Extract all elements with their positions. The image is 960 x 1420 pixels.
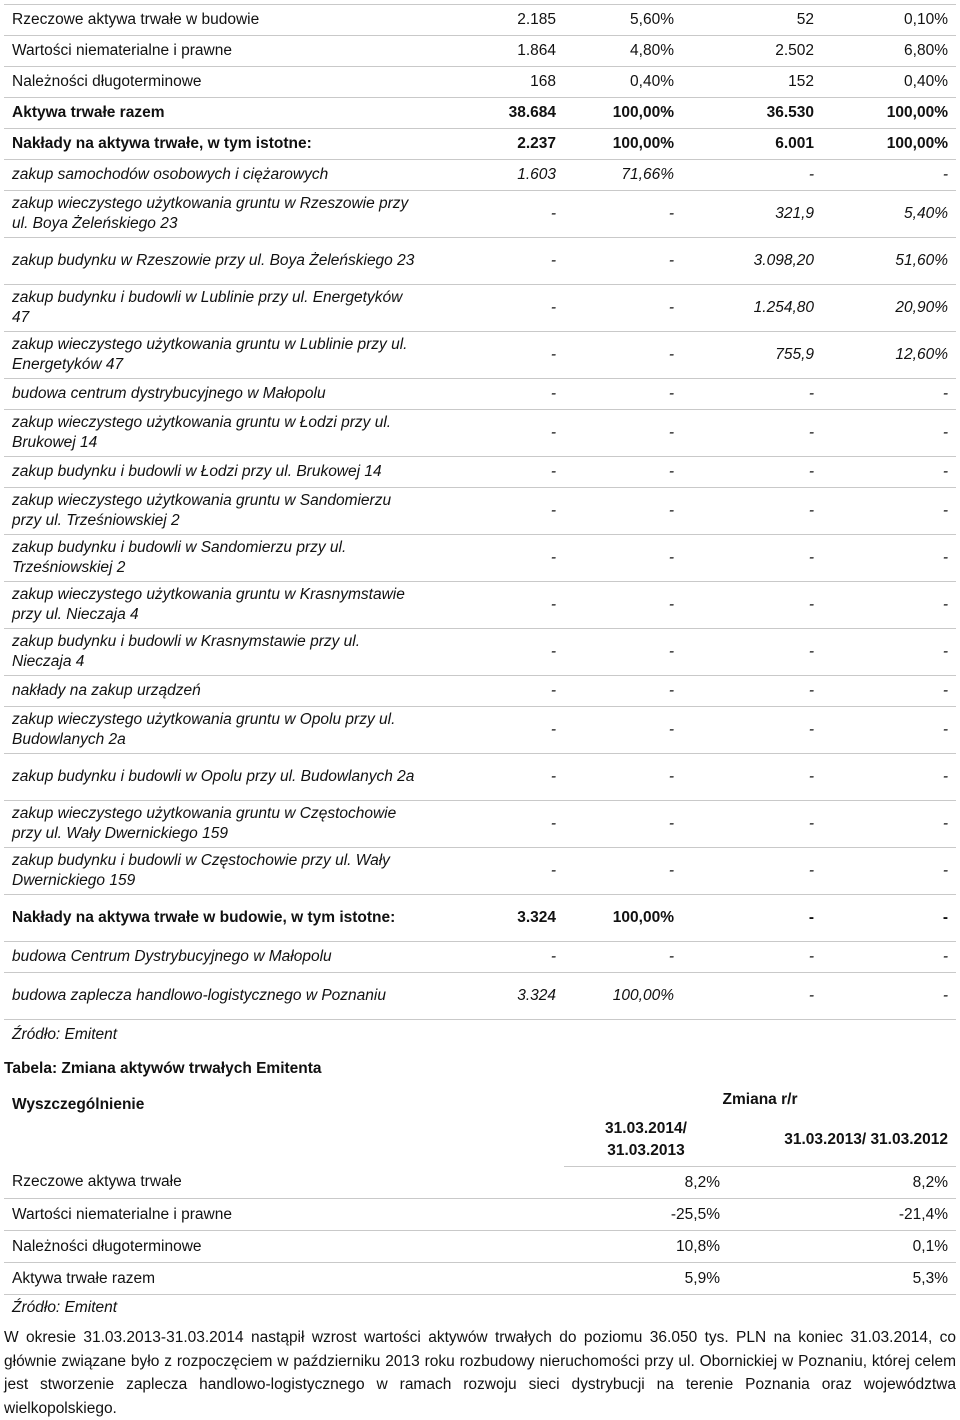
share-2013: 100,00% <box>822 129 956 160</box>
fixed-assets-change-table <box>4 1086 956 1321</box>
row-label: zakup wieczystego użytkowania gruntu w Częstochowie przy ul. Wały Dwernickiego 159 <box>4 801 430 848</box>
row-label: Rzeczowe aktywa trwałe <box>4 1167 564 1199</box>
change-2013: 0,1% <box>728 1231 956 1263</box>
share-2014: 4,80% <box>564 36 682 67</box>
row-label: zakup budynku i budowli w Lublinie przy ul. Energetyków 47 <box>4 285 430 332</box>
row-label: Rzeczowe aktywa trwałe w budowie <box>4 5 430 36</box>
share-2013: - <box>822 410 956 457</box>
value-2013: 2.502 <box>682 36 822 67</box>
table-row <box>4 707 956 754</box>
share-2013: - <box>822 707 956 754</box>
value-2014: - <box>430 754 564 801</box>
value-2013: - <box>682 707 822 754</box>
share-2014: - <box>564 754 682 801</box>
share-2013: - <box>822 754 956 801</box>
table-row <box>4 895 956 942</box>
share-2013: - <box>822 973 956 1020</box>
value-2014: - <box>430 379 564 410</box>
row-label: zakup budynku w Rzeszowie przy ul. Boya Żeleńskiego 23 <box>4 238 430 285</box>
value-2014: - <box>430 676 564 707</box>
share-2014: - <box>564 535 682 582</box>
share-2014: - <box>564 848 682 895</box>
value-2014: - <box>430 582 564 629</box>
share-2014: 100,00% <box>564 98 682 129</box>
value-2013: 321,9 <box>682 191 822 238</box>
value-2014: - <box>430 629 564 676</box>
value-2014: 3.324 <box>430 895 564 942</box>
value-2013: 1.254,80 <box>682 285 822 332</box>
table-row <box>4 1199 956 1231</box>
row-label: nakłady na zakup urządzeń <box>4 676 430 707</box>
value-2014: - <box>430 332 564 379</box>
row-label: zakup budynku i budowli w Łodzi przy ul. Brukowej 14 <box>4 457 430 488</box>
share-2013: - <box>822 801 956 848</box>
header-period-2013: 31.03.2013/ 31.03.2012 <box>728 1114 956 1167</box>
row-label: zakup budynku i budowli w Częstochowie przy ul. Wały Dwernickiego 159 <box>4 848 430 895</box>
row-label: zakup wieczystego użytkowania gruntu w Krasnymstawie przy ul. Nieczaja 4 <box>4 582 430 629</box>
share-2013: - <box>822 535 956 582</box>
share-2013: 100,00% <box>822 98 956 129</box>
table-row <box>4 129 956 160</box>
table-row <box>4 98 956 129</box>
share-2014: - <box>564 379 682 410</box>
value-2013: - <box>682 410 822 457</box>
share-2013: - <box>822 848 956 895</box>
value-2014: 2.237 <box>430 129 564 160</box>
table-row <box>4 488 956 535</box>
table-row <box>4 457 956 488</box>
share-2014: - <box>564 676 682 707</box>
value-2013: - <box>682 457 822 488</box>
value-2013: - <box>682 488 822 535</box>
table-caption: Tabela: Zmiana aktywów trwałych Emitenta <box>4 1060 322 1077</box>
share-2013: - <box>822 676 956 707</box>
table-row <box>4 67 956 98</box>
table-row <box>4 238 956 285</box>
row-label: zakup samochodów osobowych i ciężarowych <box>4 160 430 191</box>
table-row <box>4 36 956 67</box>
share-2014: - <box>564 332 682 379</box>
share-2013: - <box>822 160 956 191</box>
share-2013: 12,60% <box>822 332 956 379</box>
value-2013: 52 <box>682 5 822 36</box>
table-row <box>4 410 956 457</box>
row-label: Należności długoterminowe <box>4 1231 564 1263</box>
row-label: budowa centrum dystrybucyjnego w Małopolu <box>4 379 430 410</box>
share-2014: 5,60% <box>564 5 682 36</box>
share-2014: - <box>564 285 682 332</box>
value-2013: - <box>682 676 822 707</box>
value-2013: 3.098,20 <box>682 238 822 285</box>
row-label: Nakłady na aktywa trwałe w budowie, w tym istotne: <box>4 895 430 942</box>
value-2013: - <box>682 801 822 848</box>
row-label: Aktywa trwałe razem <box>4 98 430 129</box>
share-2014: - <box>564 410 682 457</box>
value-2013: 36.530 <box>682 98 822 129</box>
header-wyszczegolnienie: Wyszczególnienie <box>12 1096 145 1113</box>
value-2014: - <box>430 191 564 238</box>
table-row <box>4 1167 956 1199</box>
row-label: Nakłady na aktywa trwałe, w tym istotne: <box>4 129 430 160</box>
value-2014: 38.684 <box>430 98 564 129</box>
row-label: zakup wieczystego użytkowania gruntu w Sandomierzu przy ul. Trześniowskiej 2 <box>4 488 430 535</box>
row-label: Aktywa trwałe razem <box>4 1263 564 1295</box>
table-row <box>4 801 956 848</box>
share-2014: 0,40% <box>564 67 682 98</box>
value-2014: 2.185 <box>430 5 564 36</box>
table-row <box>4 848 956 895</box>
header-period-2014: 31.03.2014/ 31.03.2013 <box>564 1114 728 1167</box>
change-2013: 8,2% <box>728 1167 956 1199</box>
table-row <box>4 942 956 973</box>
share-2014: - <box>564 238 682 285</box>
share-2013: 6,80% <box>822 36 956 67</box>
value-2014: - <box>430 535 564 582</box>
share-2013: - <box>822 942 956 973</box>
share-2014: - <box>564 191 682 238</box>
share-2014: - <box>564 942 682 973</box>
share-2014: 100,00% <box>564 129 682 160</box>
value-2013: - <box>682 582 822 629</box>
table-row <box>4 754 956 801</box>
fixed-assets-table-body <box>4 5 956 1051</box>
value-2014: 1.864 <box>430 36 564 67</box>
table-row <box>4 285 956 332</box>
change-2014: -25,5% <box>564 1199 728 1231</box>
change-2014: 8,2% <box>564 1167 728 1199</box>
table-row <box>4 629 956 676</box>
fixed-assets-structure-table <box>4 4 956 1050</box>
table-row <box>4 160 956 191</box>
change-2014: 5,9% <box>564 1263 728 1295</box>
row-label: zakup wieczystego użytkowania gruntu w Lublinie przy ul. Energetyków 47 <box>4 332 430 379</box>
share-2014: 100,00% <box>564 973 682 1020</box>
value-2014: - <box>430 707 564 754</box>
share-2014: 71,66% <box>564 160 682 191</box>
share-2013: - <box>822 379 956 410</box>
table-row <box>4 1263 956 1295</box>
share-2013: 5,40% <box>822 191 956 238</box>
value-2014: 3.324 <box>430 973 564 1020</box>
value-2013: - <box>682 848 822 895</box>
change-2014: 10,8% <box>564 1231 728 1263</box>
share-2013: - <box>822 582 956 629</box>
share-2014: - <box>564 629 682 676</box>
change-table-body <box>4 1086 956 1321</box>
row-label: Wartości niematerialne i prawne <box>4 36 430 67</box>
table-row <box>4 973 956 1020</box>
share-2014: - <box>564 801 682 848</box>
value-2014: - <box>430 801 564 848</box>
value-2014: - <box>430 285 564 332</box>
row-label: zakup budynku i budowli w Sandomierzu przy ul. Trześniowskiej 2 <box>4 535 430 582</box>
table-row <box>4 5 956 36</box>
change-table-header-row-1 <box>4 1086 956 1114</box>
value-2014: - <box>430 942 564 973</box>
value-2013: - <box>682 973 822 1020</box>
share-2013: - <box>822 457 956 488</box>
row-label: zakup budynku i budowli w Krasnymstawie przy ul. Nieczaja 4 <box>4 629 430 676</box>
source-row <box>4 1020 956 1051</box>
table-row <box>4 676 956 707</box>
table-row <box>4 582 956 629</box>
share-2013: 0,10% <box>822 5 956 36</box>
value-2013: - <box>682 535 822 582</box>
value-2014: - <box>430 457 564 488</box>
table-row <box>4 535 956 582</box>
value-2013: - <box>682 895 822 942</box>
row-label: zakup wieczystego użytkowania gruntu w Opolu przy ul. Budowlanych 2a <box>4 707 430 754</box>
share-2013: 20,90% <box>822 285 956 332</box>
share-2013: - <box>822 488 956 535</box>
value-2013: 6.001 <box>682 129 822 160</box>
value-2014: 1.603 <box>430 160 564 191</box>
value-2014: 168 <box>430 67 564 98</box>
share-2013: 0,40% <box>822 67 956 98</box>
share-2014: - <box>564 488 682 535</box>
share-2014: - <box>564 582 682 629</box>
row-label: Należności długoterminowe <box>4 67 430 98</box>
value-2014: - <box>430 410 564 457</box>
share-2014: 100,00% <box>564 895 682 942</box>
row-label: budowa zaplecza handlowo-logistycznego w Poznaniu <box>4 973 430 1020</box>
value-2013: 152 <box>682 67 822 98</box>
value-2013: - <box>682 629 822 676</box>
share-2014: - <box>564 457 682 488</box>
value-2013: - <box>682 754 822 801</box>
share-2013: - <box>822 895 956 942</box>
source-row <box>4 1295 956 1322</box>
value-2014: - <box>430 488 564 535</box>
share-2014: - <box>564 707 682 754</box>
row-label: budowa Centrum Dystrybucyjnego w Małopolu <box>4 942 430 973</box>
value-2013: - <box>682 160 822 191</box>
source-note: Źródło: Emitent <box>12 1299 118 1316</box>
share-2013: - <box>822 629 956 676</box>
value-2013: 755,9 <box>682 332 822 379</box>
change-2013: -21,4% <box>728 1199 956 1231</box>
summary-paragraph: W okresie 31.03.2013-31.03.2014 nastąpił wzrost wartości aktywów trwałych do poziomu 36.050 tys. PLN na koniec 31.03.2014, co głównie związane było z rozpoczęciem w październiku 2013 roku rozbudowy nieruchomości przy ul. Obornickiej w Poznaniu, której celem jest stworzenie zaplecza handlowo-logistycznego w ramach rozwoju sieci dystrybucji na terenie Poznania oraz województwa wielkopolskiego. <box>4 1329 956 1417</box>
value-2013: - <box>682 942 822 973</box>
table-row <box>4 191 956 238</box>
row-label: zakup wieczystego użytkowania gruntu w Łodzi przy ul. Brukowej 14 <box>4 410 430 457</box>
table-row <box>4 332 956 379</box>
row-label: Wartości niematerialne i prawne <box>4 1199 564 1231</box>
share-2013: 51,60% <box>822 238 956 285</box>
row-label: zakup wieczystego użytkowania gruntu w Rzeszowie przy ul. Boya Żeleńskiego 23 <box>4 191 430 238</box>
value-2014: - <box>430 848 564 895</box>
table-row <box>4 379 956 410</box>
row-label: zakup budynku i budowli w Opolu przy ul. Budowlanych 2a <box>4 754 430 801</box>
table-row <box>4 1231 956 1263</box>
source-note: Źródło: Emitent <box>12 1026 118 1043</box>
header-zmiana-rr: Zmiana r/r <box>722 1091 798 1108</box>
change-2013: 5,3% <box>728 1263 956 1295</box>
value-2013: - <box>682 379 822 410</box>
value-2014: - <box>430 238 564 285</box>
